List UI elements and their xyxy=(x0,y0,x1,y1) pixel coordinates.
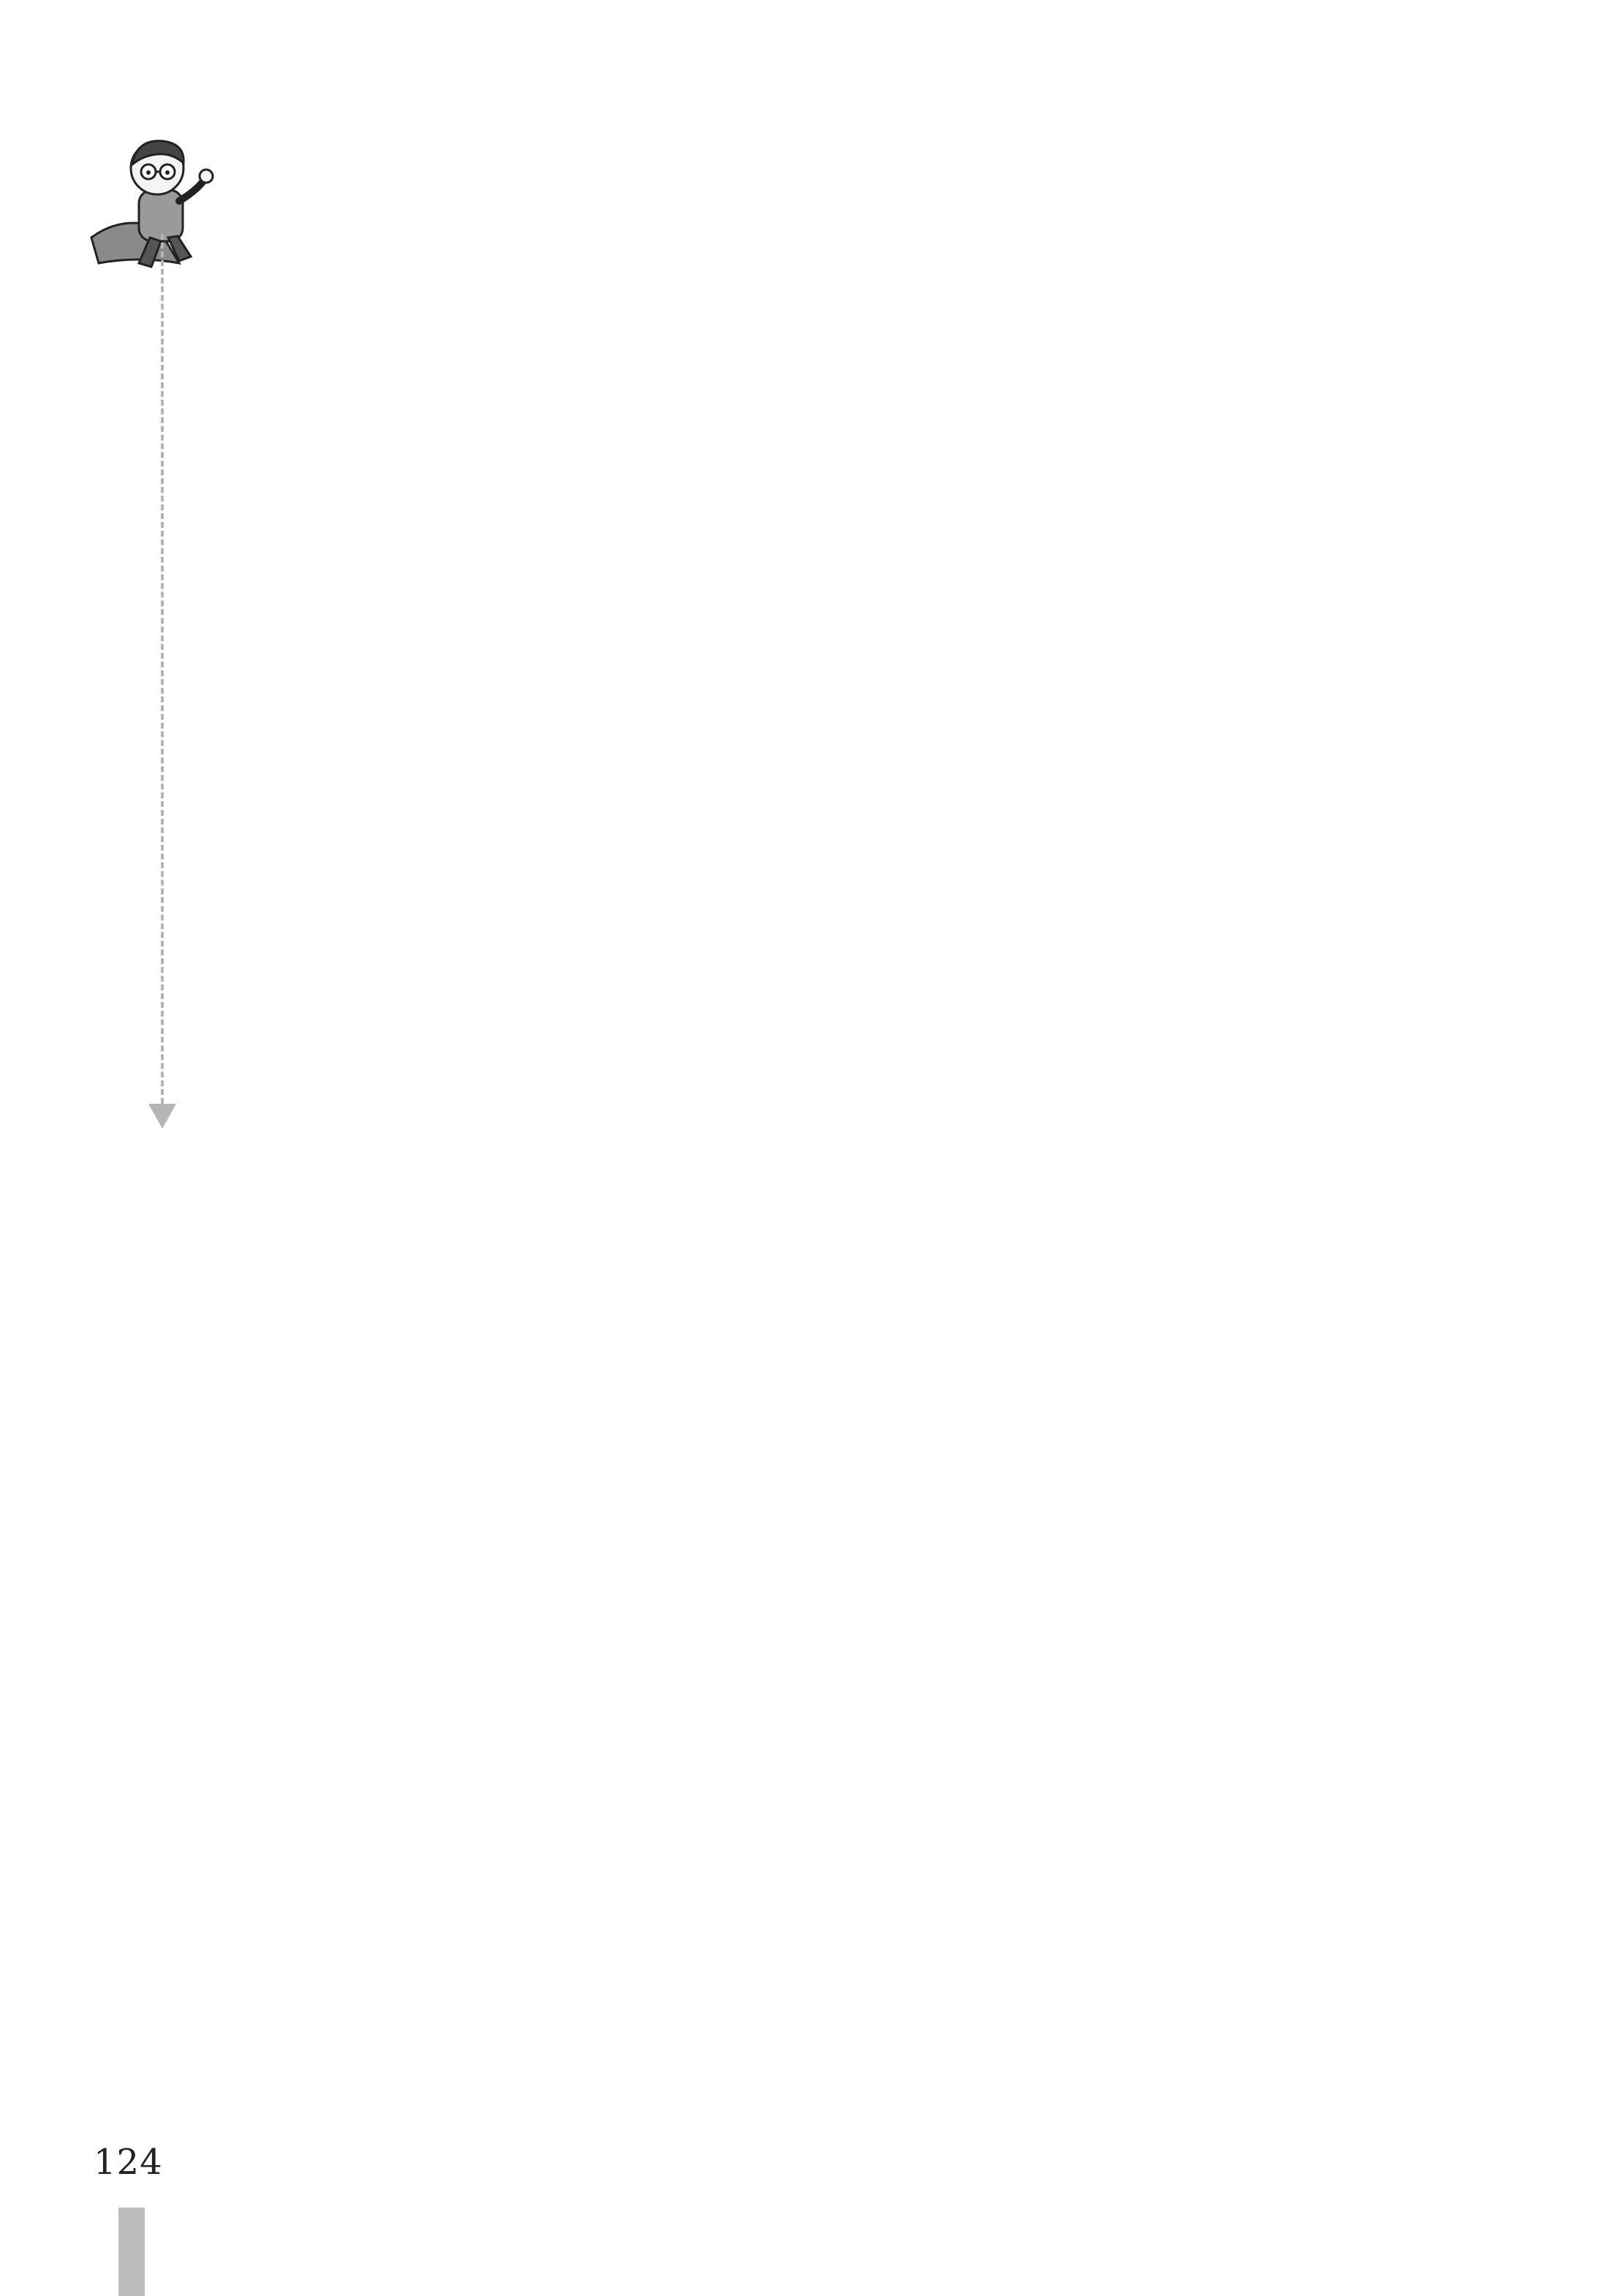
body-line xyxy=(483,234,512,2105)
body-line xyxy=(1009,234,1038,2105)
body-line xyxy=(746,234,775,2105)
body-line xyxy=(430,234,459,2105)
body-line xyxy=(904,234,933,2105)
arrow-down-icon xyxy=(148,1104,176,1129)
body-line xyxy=(535,234,564,2105)
body-line xyxy=(956,234,985,2105)
body-line xyxy=(588,234,617,2105)
body-line xyxy=(693,234,722,2105)
body-line xyxy=(1114,234,1143,2105)
cartoon-boy-in-cape-icon xyxy=(69,128,223,274)
body-line xyxy=(1062,234,1091,2105)
body-text xyxy=(219,234,1221,2105)
body-line xyxy=(851,234,880,2105)
page-number: 124 xyxy=(94,2142,163,2183)
body-line xyxy=(325,234,354,2105)
body-line xyxy=(377,234,406,2105)
body-line xyxy=(219,234,249,2105)
page-edge-tab xyxy=(118,2208,145,2296)
header-divider-line xyxy=(161,234,164,1104)
body-line xyxy=(272,234,301,2105)
body-line xyxy=(640,234,670,2105)
running-header xyxy=(117,234,146,1206)
body-line xyxy=(798,234,828,2105)
body-line xyxy=(1167,234,1196,2105)
